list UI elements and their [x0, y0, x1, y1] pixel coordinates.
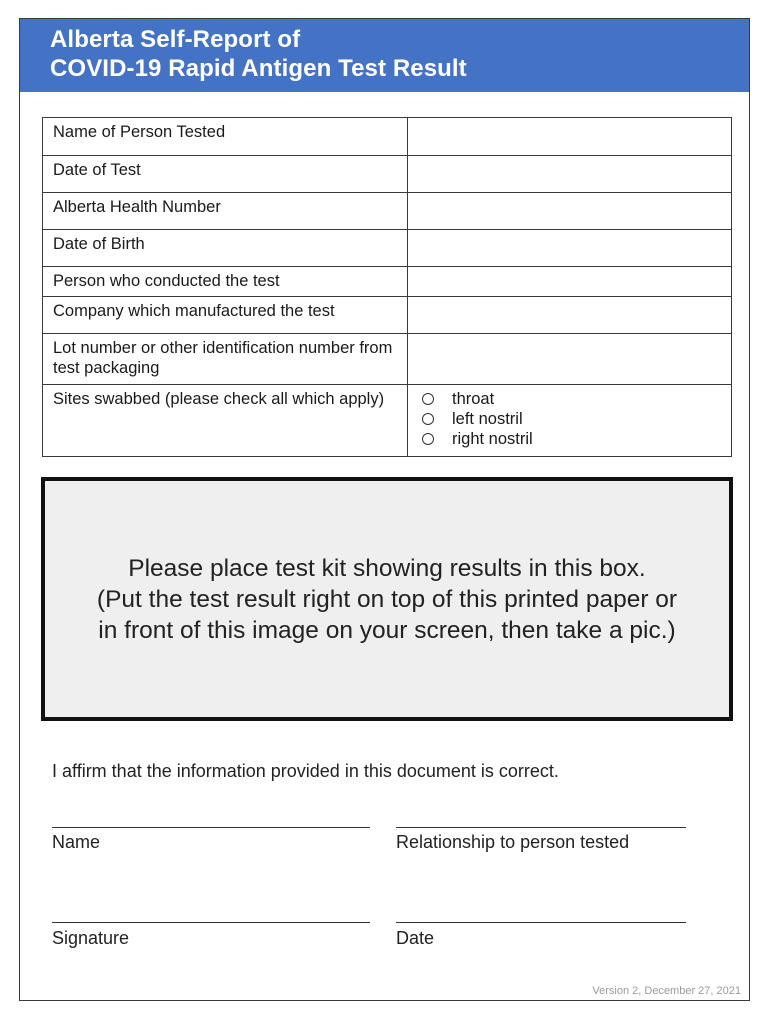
signature-line[interactable] [52, 922, 370, 923]
name-label: Name [52, 832, 101, 852]
form-title-line1: Alberta Self-Report of [50, 26, 301, 53]
field-label: Date of Birth [43, 230, 408, 267]
lot-number-field[interactable] [408, 334, 732, 385]
date-signature-line[interactable] [396, 922, 686, 923]
option-label: throat [452, 390, 495, 408]
photo-box-line2: (Put the test result right on top of this printed paper or [96, 585, 678, 613]
field-label: Lot number or other identification number from test packaging [43, 334, 408, 385]
field-label: Date of Test [43, 156, 408, 193]
table-row [43, 118, 732, 156]
manufacturer-field[interactable] [408, 297, 732, 334]
form-page [19, 18, 750, 1001]
option-label: left nostril [452, 410, 523, 428]
person-name-field[interactable] [408, 118, 732, 156]
option-label: right nostril [452, 430, 533, 448]
form-title-line2: COVID-19 Rapid Antigen Test Result [50, 55, 467, 82]
site-option-left-nostril[interactable] [418, 409, 722, 429]
field-label: Person who conducted the test [43, 267, 408, 297]
tester-field[interactable] [408, 267, 732, 297]
health-number-field[interactable] [408, 193, 732, 230]
sites-options [408, 385, 732, 457]
field-label: Name of Person Tested [43, 118, 408, 156]
table-row [43, 230, 732, 267]
version-note: Version 2, December 27, 2021 [592, 985, 741, 997]
table-row [43, 385, 732, 457]
table-row [43, 267, 732, 297]
radio-circle-icon[interactable] [422, 433, 434, 445]
birth-date-field[interactable] [408, 230, 732, 267]
relationship-label: Relationship to person tested [396, 832, 630, 852]
site-option-right-nostril[interactable] [418, 429, 722, 449]
test-kit-photo-box [41, 477, 733, 721]
date-label: Date [396, 928, 435, 948]
table-row [43, 334, 732, 385]
test-date-field[interactable] [408, 156, 732, 193]
site-option-throat[interactable] [418, 389, 722, 409]
name-signature-line[interactable] [52, 827, 370, 828]
photo-box-line1: Please place test kit showing results in this box. [128, 554, 646, 582]
radio-circle-icon[interactable] [422, 393, 434, 405]
field-label: Sites swabbed (please check all which apply) [43, 385, 408, 457]
table-row [43, 193, 732, 230]
photo-box-line3: in front of this image on your screen, then take a pic.) [98, 616, 676, 644]
field-label: Company which manufactured the test [43, 297, 408, 334]
affirmation-text: I affirm that the information provided in this document is correct. [52, 761, 559, 781]
field-label: Alberta Health Number [43, 193, 408, 230]
form-header [20, 19, 749, 92]
test-info-table [42, 117, 732, 457]
relationship-signature-line[interactable] [396, 827, 686, 828]
signature-label: Signature [52, 928, 130, 948]
radio-circle-icon[interactable] [422, 413, 434, 425]
table-row [43, 297, 732, 334]
table-row [43, 156, 732, 193]
